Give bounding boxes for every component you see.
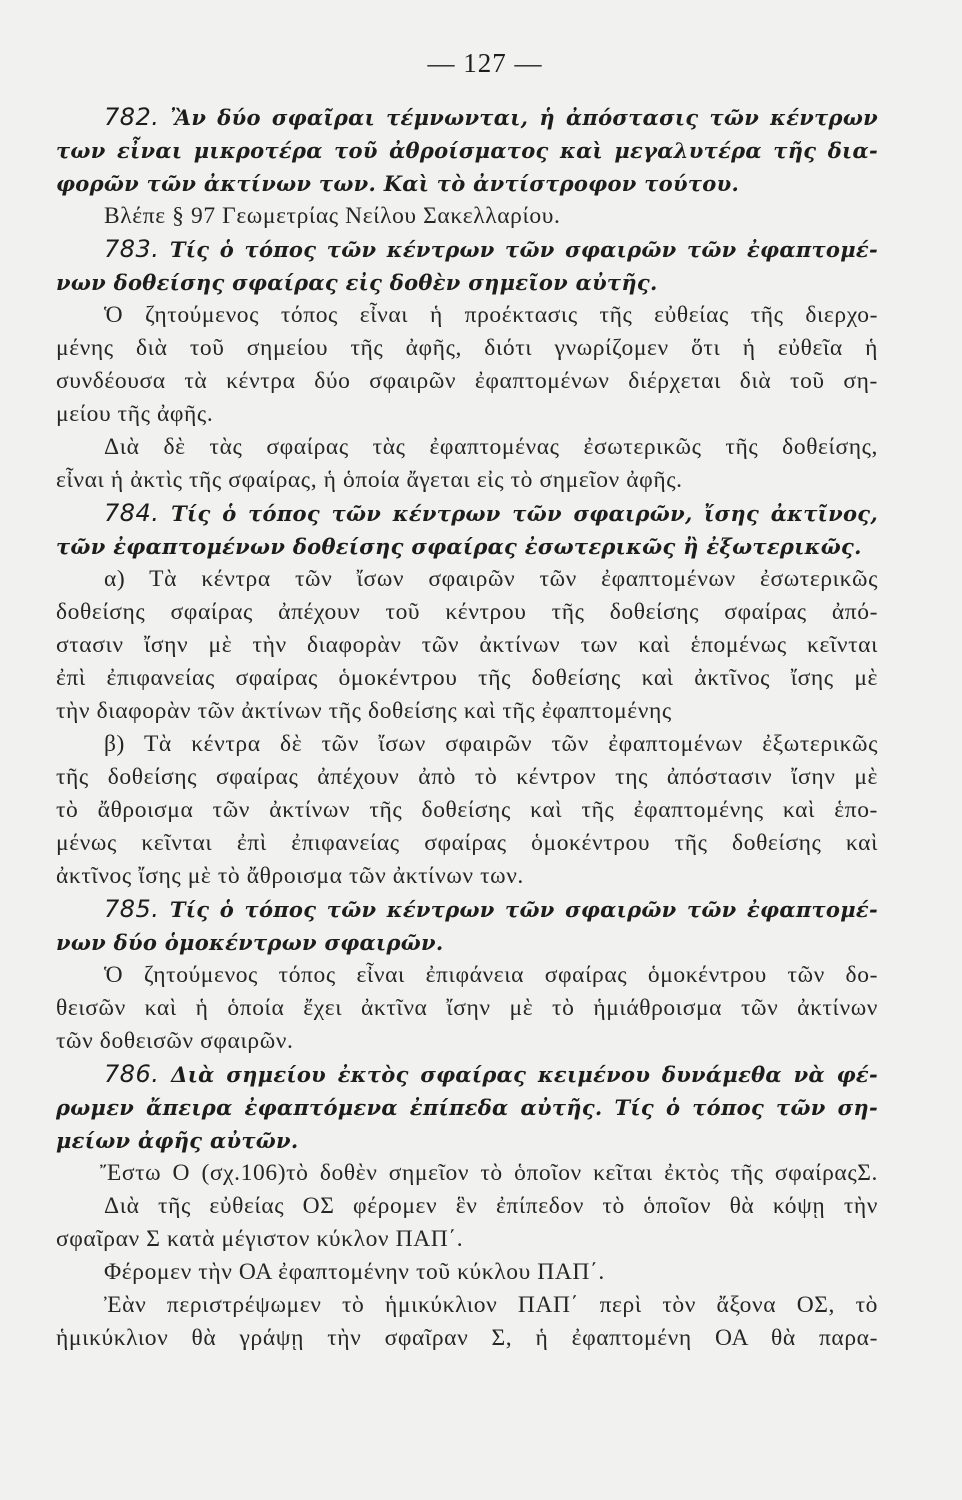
statement-line: των εἶναι μικροτέρα τοῦ ἀθροίσματος καὶ μεγαλυτέρα τῆς δια-: [56, 138, 878, 163]
solution-text: [56, 299, 878, 497]
statement-line: [56, 893, 878, 926]
statement-line: μείων ἀφῆς αὐτῶν.: [56, 1128, 299, 1153]
problem-statement: [56, 101, 878, 200]
statement-text: Ἂν δύο σφαῖραι τέμνωνται, ἡ ἀπόστασις τῶν κέντρων: [170, 105, 878, 130]
statement-line: [56, 233, 878, 266]
statement-text: Διὰ σημείου ἐκτὸς σφαίρας κειμένου δυνάμεθα νὰ φέ-: [171, 1062, 878, 1087]
problem-786: [56, 1058, 878, 1355]
text-line: στασιν ἴσην μὲ τὴν διαφορὰν τῶν ἀκτίνων των καὶ ἑπομένως κεῖνται: [56, 632, 878, 658]
text-line: ἀκτῖνος ἴσης μὲ τὸ ἄθροισμα τῶν ἀκτίνων των.: [56, 863, 524, 889]
text-line: θεισῶν καὶ ἡ ὁποία ἔχει ἀκτῖνα ἴσην μὲ τὸ ἡμιάθροισμα τῶν ἀκτίνων: [56, 995, 878, 1021]
problem-784: [56, 497, 878, 893]
problem-number: 783.: [104, 235, 160, 263]
statement-line: ρωμεν ἄπειρα ἐφαπτόμενα ἐπίπεδα αὐτῆς. Τίς ὁ τόπος τῶν ση-: [56, 1095, 878, 1120]
problem-number: 784.: [104, 499, 160, 527]
text-line: β) Τὰ κέντρα δὲ τῶν ἴσων σφαιρῶν τῶν ἐφαπτομένων ἐξωτερικῶς: [104, 731, 878, 757]
solution-text: [56, 563, 878, 893]
solution-text: [56, 200, 878, 233]
solution-text: [56, 1157, 878, 1355]
text-line: τὸ ἄθροισμα τῶν ἀκτίνων τῆς δοθείσης καὶ τῆς ἐφαπτομένης καὶ ἑπο-: [56, 797, 878, 823]
text-line: Διὰ δὲ τὰς σφαίρας τὰς ἐφαπτομένας ἐσωτερικῶς τῆς δοθείσης,: [104, 434, 878, 460]
text-line: μένως κεῖνται ἐπὶ ἐπιφανείας σφαίρας ὁμοκέντρου τῆς δοθείσης καὶ: [56, 830, 878, 856]
text-line: α) Τὰ κέντρα τῶν ἴσων σφαιρῶν τῶν ἐφαπτομένων ἐσωτερικῶς: [104, 566, 878, 592]
problem-statement: [56, 893, 878, 959]
text-line: ἐπὶ ἐπιφανείας σφαίρας ὁμοκέντρου τῆς δοθείσης καὶ ἀκτῖνος ἴσης μὲ: [56, 665, 878, 691]
problem-statement: [56, 233, 878, 299]
text-line: τῶν δοθεισῶν σφαιρῶν.: [56, 1028, 294, 1054]
text-line: Ἔστω Ο (σχ.106)τὸ δοθὲν σημεῖον τὸ ὁποῖον κεῖται ἐκτὸς τῆς σφαίραςΣ.: [100, 1160, 878, 1186]
statement-line: φορῶν τῶν ἀκτίνων των. Καὶ τὸ ἀντίστροφον τούτου.: [56, 171, 740, 196]
text-line: τῆς δοθείσης σφαίρας ἀπέχουν ἀπὸ τὸ κέντρον της ἀπόστασιν ἴσην μὲ: [56, 764, 878, 790]
text-line: Ἐὰν περιστρέψωμεν τὸ ἡμικύκλιον ΠΑΠ΄ περὶ τὸν ἄξονα ΟΣ, τὸ: [104, 1292, 878, 1318]
problem-statement: [56, 1058, 878, 1157]
problem-782: [56, 101, 878, 233]
problem-number: 786.: [104, 1060, 160, 1088]
text-line: συνδέουσα τὰ κέντρα δύο σφαιρῶν ἐφαπτομένων διέρχεται διὰ τοῦ ση-: [56, 368, 878, 394]
text-line: Διὰ τῆς εὐθείας ΟΣ φέρομεν ἓν ἐπίπεδον τὸ ὁποῖον θὰ κόψῃ τὴν: [104, 1193, 878, 1219]
page-number: — 127 —: [427, 48, 543, 78]
statement-text: Τίς ὁ τόπος τῶν κέντρων τῶν σφαιρῶν τῶν ἐφαπτομέ-: [169, 237, 878, 262]
text-line: σφαῖραν Σ κατὰ μέγιστον κύκλον ΠΑΠ΄.: [56, 1226, 464, 1252]
solution-text: [56, 959, 878, 1058]
text-line: Βλέπε § 97 Γεωμετρίας Νείλου Σακελλαρίου.: [104, 203, 561, 229]
statement-line: νων δοθείσης σφαίρας εἰς δοθὲν σημεῖον αὐτῆς.: [56, 270, 658, 295]
text-line: εἶναι ἡ ἀκτὶς τῆς σφαίρας, ἡ ὁποία ἄγεται εἰς τὸ σημεῖον ἀφῆς.: [56, 467, 683, 493]
statement-line: νων δύο ὁμοκέντρων σφαιρῶν.: [56, 930, 444, 955]
statement-text: Τίς ὁ τόπος τῶν κέντρων τῶν σφαιρῶν τῶν ἐφαπτομέ-: [169, 897, 878, 922]
statement-text: Τίς ὁ τόπος τῶν κέντρων τῶν σφαιρῶν, ἴσης ἀκτῖνος,: [171, 501, 878, 526]
text-line: Φέρομεν τὴν ΟΑ ἐφαπτομένην τοῦ κύκλου ΠΑΠ΄.: [104, 1259, 605, 1285]
text-line: μένης διὰ τοῦ σημείου τῆς ἀφῆς, διότι γνωρίζομεν ὅτι ἡ εὐθεῖα ἡ: [56, 335, 878, 361]
statement-line: [56, 497, 878, 530]
statement-line: τῶν ἐφαπτομένων δοθείσης σφαίρας ἐσωτερικῶς ἢ ἐξωτερικῶς.: [56, 534, 862, 559]
problem-number: 782.: [104, 103, 160, 131]
text-line: Ὁ ζητούμενος τόπος εἶναι ἡ προέκτασις τῆς εὐθείας τῆς διερχο-: [104, 302, 878, 328]
statement-line: [56, 101, 878, 134]
text-line: Ὁ ζητούμενος τόπος εἶναι ἐπιφάνεια σφαίρας ὁμοκέντρου τῶν δο-: [104, 962, 878, 988]
problem-783: [56, 233, 878, 497]
problem-number: 785.: [104, 895, 160, 923]
text-line: δοθείσης σφαίρας ἀπέχουν τοῦ κέντρου τῆς δοθείσης σφαίρας ἀπό-: [56, 599, 878, 625]
statement-line: [56, 1058, 878, 1091]
problem-statement: [56, 497, 878, 563]
text-line: ἡμικύκλιον θὰ γράψῃ τὴν σφαῖραν Σ, ἡ ἐφαπτομένη ΟΑ θὰ παρα-: [56, 1325, 878, 1351]
text-line: μείου τῆς ἀφῆς.: [56, 401, 214, 427]
text-line: τὴν διαφορὰν τῶν ἀκτίνων τῆς δοθείσης καὶ τῆς ἐφαπτομένης: [56, 698, 672, 724]
problem-785: [56, 893, 878, 1058]
